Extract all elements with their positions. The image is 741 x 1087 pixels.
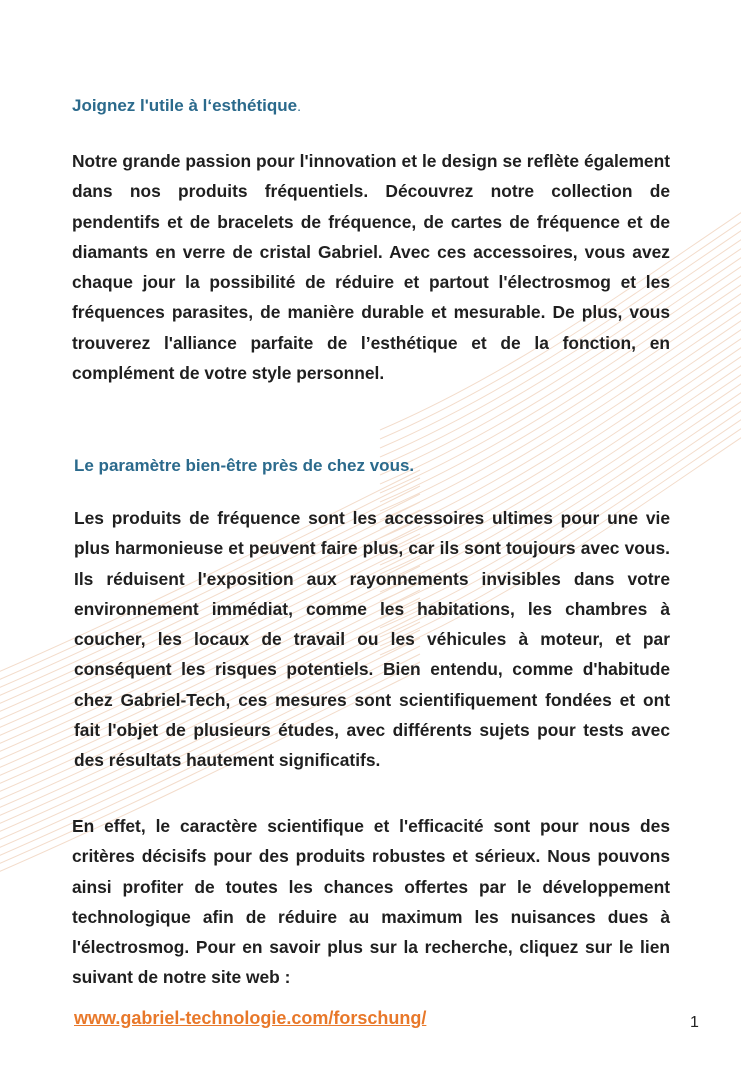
section-heading-wellbeing: Le paramètre bien-être près de chez vous. (74, 456, 415, 475)
section-heading-aesthetics (72, 96, 301, 116)
paragraph-frequency-products: Les produits de fréquence sont les accessoires ultimes pour une vie plus harmonieuse et peuvent faire plus, car ils sont toujours avec vous. Ils réduisent l'exposition aux rayonnements invisibles dans votre environnement immédiat, comme les habitations, les chambres à coucher, les locaux de travail ou les véhicules à moteur, et par conséquent les risques potentiels. Bien entendu, comme d'habitude chez Gabriel-Tech, ces mesures sont scientifiquement fondées et ont fait l'objet de plusieurs études, avec différents sujets pour tests avec des résultats hautement significatifs. (74, 508, 670, 771)
heading-dot: . (297, 98, 301, 114)
heading-text: Joignez l'utile à l‘esthétique (72, 96, 298, 115)
research-link[interactable]: www.gabriel-technologie.com/forschung/ (74, 1008, 427, 1028)
paragraph-aesthetics: Notre grande passion pour l'innovation et le design se reflète également dans nos produits fréquentiels. Découvrez notre collection de pendentifs et de bracelets de fréquence, de cartes de fréquence et de diamants en verre de cristal Gabriel. Avec ces accessoires, vous avez chaque jour la possibilité de réduire et partout l'électrosmog et les fréquences parasites, de manière durable et mesurable. De plus, vous trouverez l'alliance parfaite de l’esthétique et de la fonction, en complément de votre style personnel. (72, 151, 670, 384)
paragraph-research: En effet, le caractère scientifique et l'efficacité sont pour nous des critères décisifs pour des produits robustes et sérieux. Nous pouvons ainsi profiter de toutes les chances offertes par le développement technologique afin de réduire au maximum les nuisances dues à l'électrosmog. Pour en savoir plus sur la recherche, cliquez sur le lien suivant de notre site web : (72, 816, 670, 988)
page-number: 1 (690, 1014, 699, 1031)
